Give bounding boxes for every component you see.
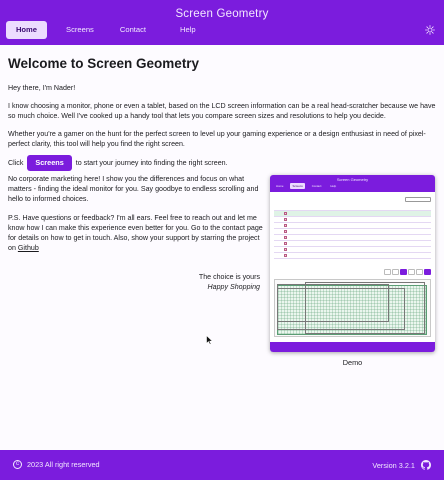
copyright-icon: c	[13, 460, 22, 469]
demo-app-title: Screen Geometry	[336, 177, 369, 182]
intro-text: I know choosing a monitor, phone or even a tablet, based on the LCD screen information can be a real head-scratcher because we have so much choice. Well I've cooked up a handy tool that lets you compare screen sizes and resolutions to help you decide.	[8, 102, 436, 120]
screens-button[interactable]: Screens	[27, 155, 71, 171]
version-text: Version 3.2.1	[372, 460, 415, 470]
demo-nav-screens: Screens	[292, 184, 303, 188]
copyright	[13, 460, 100, 469]
signoff-line-2: Happy Shopping	[207, 283, 260, 291]
details-column	[8, 174, 263, 253]
demo-nav	[274, 183, 338, 189]
audience-text: Whether you're a gamer on the hunt for the perfect screen to level up your gaming experience or a design enthusiast in need of pixel-perfect clarity, this tool will help you find the right screen.	[8, 130, 426, 148]
signoff	[199, 272, 260, 292]
cta-prefix: Click	[8, 158, 24, 167]
cta-line	[8, 155, 436, 171]
app-footer	[0, 450, 444, 480]
greeting-text: Hey there, I'm Nader!	[8, 84, 76, 92]
demo-nav-contact: Contact	[311, 184, 322, 188]
demo-comparison-canvas	[274, 279, 431, 337]
nav-screens[interactable]: Screens	[66, 25, 94, 34]
demo-view-controls	[384, 269, 431, 275]
demo-header	[270, 175, 435, 192]
github-icon[interactable]	[421, 460, 431, 470]
demo-table	[274, 205, 431, 259]
demo-table-row	[274, 253, 431, 259]
sun-icon[interactable]	[425, 25, 435, 35]
ps-text-block	[8, 213, 263, 254]
demo-add-button	[405, 197, 431, 202]
demo-caption: Demo	[342, 358, 363, 367]
demo-screen-outline	[305, 282, 425, 334]
demo-nav-help: Help	[330, 184, 337, 188]
app-title: Screen Geometry	[175, 8, 269, 20]
no-marketing-text: No corporate marketing here! I show you the differences and focus on what matters - finding the ideal monitor for you. Say goodbye to endless scrolling and hello to informed choices.	[8, 175, 259, 204]
demo-screenshot[interactable]	[270, 175, 435, 352]
demo-footer	[270, 342, 435, 352]
demo-nav-home: Home	[276, 184, 284, 188]
ps-text: P.S. Have questions or feedback? I'm all ears. Feel free to reach out and let me know how I can make this experience even better for you. Go to the contact page for details on how to get in touch. Also, show your support by starring the project on	[8, 213, 263, 253]
version-info	[372, 460, 431, 470]
main-nav	[6, 21, 200, 39]
cta-suffix: to start your journey into finding the right screen.	[75, 158, 228, 167]
github-link[interactable]: Github	[17, 244, 39, 253]
copyright-text: 2023 All right reserved	[27, 460, 100, 469]
signoff-line-1: The choice is yours	[198, 273, 260, 281]
app-header	[0, 0, 444, 45]
mouse-cursor-icon	[206, 335, 214, 345]
main-content	[8, 52, 436, 171]
nav-home[interactable]: Home	[6, 21, 47, 39]
nav-help[interactable]: Help	[180, 25, 196, 34]
page-title: Welcome to Screen Geometry	[8, 56, 200, 71]
nav-contact[interactable]: Contact	[119, 25, 147, 34]
